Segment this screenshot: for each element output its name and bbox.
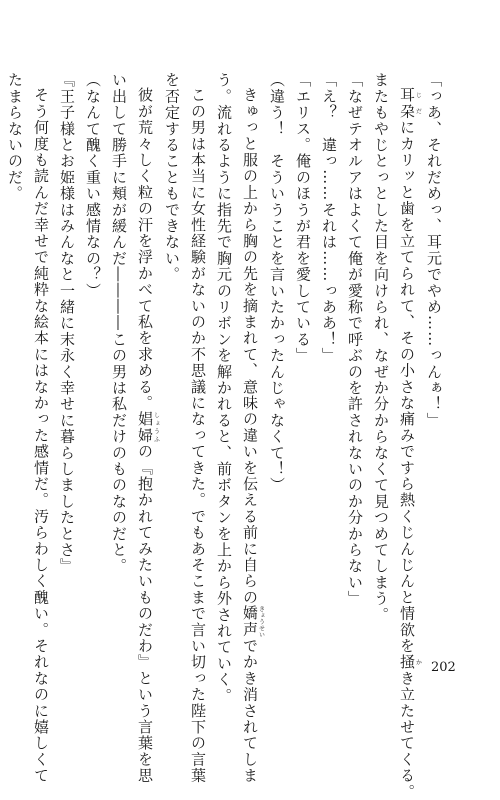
furigana: 嬌声きょうせい (241, 605, 265, 638)
text-line: この男は本当に女性経験がないのか不思議になってきた。でもあそこまで言い切った陛下の言葉 (189, 87, 207, 784)
text-line: そう何度も読んだ幸せで純粋な絵本にはなかった感情だ。汚らわしく醜い。それなのに嬉しくて (32, 87, 50, 784)
vertical-text-block (6, 72, 447, 800)
text-line: またもやじとっとした目を向けられ、なぜか分からなくて見つめてしまう。 (372, 72, 390, 623)
text-line: を否定することもできない。 (163, 72, 181, 283)
text-line: 「え？ 違っ……それは……っああ！」 (320, 72, 338, 364)
text-line: 「エリス。俺のほうが君を愛している」 (294, 72, 312, 364)
furigana: 掻か (398, 654, 422, 671)
text-line: 「なぜテオルアはよくて俺が愛称で呼ぶのを許されないのか分からない」 (346, 72, 364, 607)
text-line: たまらないのだ。 (6, 72, 24, 202)
text-line: 「っあ、それだめっ、耳元でやめ……っんぁ！」 (425, 72, 443, 429)
text-line: 『王子様とお姫様はみんなと一緒に末永く幸せに暮らしましたとさ』 (58, 72, 76, 575)
text-line: （違う！ そういうことを言いたかったんじゃなくて！） (268, 72, 286, 494)
text-line: 耳朶じだにカリッと歯を立てられて、その小さな痛みですら熱くじんじんと情欲を掻かき立たせてくる。 (398, 87, 422, 800)
text-line: 彼が荒々しく粒の汗を浮かべて私を求める。娼婦しょうふの『抱かれてみたいものだわ』という言葉を思 (136, 87, 160, 784)
text-line: い出して勝手に頬が緩んだ――――この男は私だけのものなのだと。 (110, 72, 128, 575)
text-line: う。流れるように指先で胸元のリボンを解かれると、前ボタンを上から外されていく。 (215, 72, 233, 704)
page-number: 202 (431, 660, 456, 675)
furigana: 耳朶じだ (398, 87, 422, 120)
furigana: 娼婦しょうふ (136, 411, 160, 444)
text-line: （なんて醜く重い感情なの？） (84, 72, 102, 299)
text-line: きゅっと服の上から胸の先を摘まれて、意味の違いを伝える前に自らの嬌声きょうせいでかき消されてしま (241, 87, 265, 784)
